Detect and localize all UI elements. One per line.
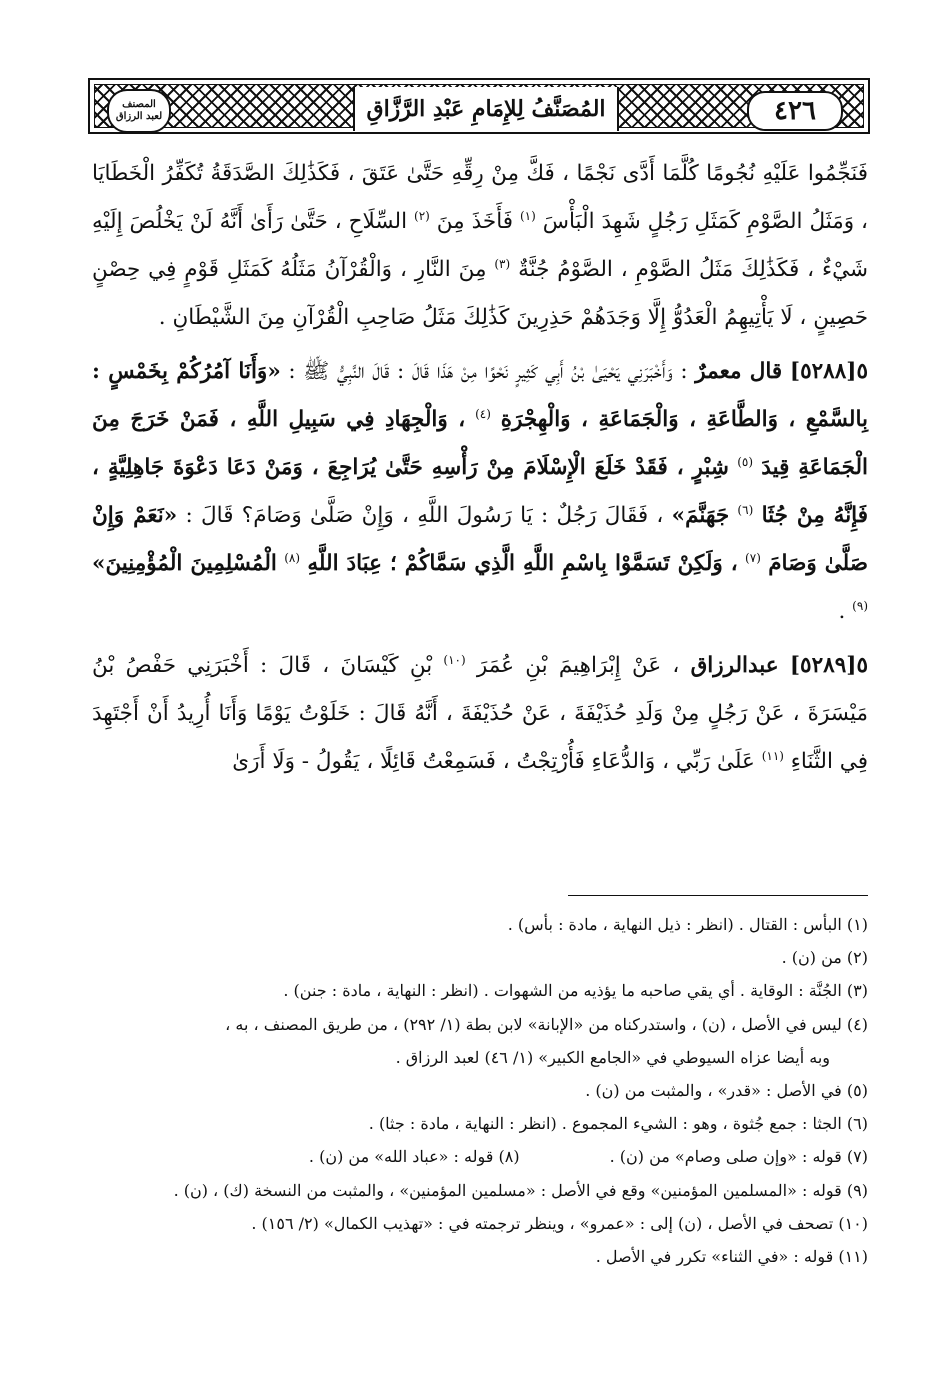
seal-line-1: المصنف xyxy=(122,99,156,110)
footnote-4-continuation: وبه أيضا عزاه السيوطي في «الجامع الكبير» (١/ ٤٦) لعبد الرزاق . xyxy=(395,1047,830,1067)
footnote-9: (٩) قوله : «المسلمين المؤمنين» وقع في الأصل : «مسلمين المؤمنين» ، والمثبت من النسخة (ك) ، (ن) . xyxy=(173,1180,868,1200)
hadith-text: «نَعَمْ وَإِنْ صَلَّىٰ وَصَامَ xyxy=(92,503,868,576)
footnote-11: (١١) قوله : «في الثناء» تكرر في الأصل . xyxy=(595,1247,868,1267)
footnote-2: (٢) من (ن) . xyxy=(781,948,868,968)
footnote-separator xyxy=(568,895,868,896)
hadith-text: «وَأَنَا آمُرُكُمْ بِخَمْسٍ : بِالسَّمْعِ ، وَالطَّاعَةِ ، وَالْجَمَاعَةِ ، وَالْهِجْرَةِ xyxy=(92,359,868,432)
footnote-7: (٧) قوله : «وإن صلى وصام» من (ن) . xyxy=(609,1147,868,1167)
footnote-row-7-8 xyxy=(92,1140,868,1173)
text-run: ، فَقَالَ رَجُلٌ : يَا رَسُولَ اللَّهِ ، وَإِنْ صَلَّىٰ وَصَامَ؟ قَالَ : xyxy=(185,503,664,528)
footnote-6: (٦) الجثا : جمع جُثوة ، وهو : الشيء المجموع . (انظر : النهاية ، مادة : جثا) . xyxy=(368,1114,868,1134)
footnote-marker[interactable]: (٤) xyxy=(475,406,491,421)
footnote-marker[interactable]: (٢) xyxy=(414,208,430,223)
hadith-text: الْمُسْلِمِينَ الْمُؤْمِنِينَ» xyxy=(92,551,277,576)
hadith-entry-5288 xyxy=(92,348,868,636)
book-title: المُصَنَّفُ لِلإِمَامِ عَبْدِ الرَّزَّاقِ xyxy=(353,87,619,131)
running-header xyxy=(88,78,870,134)
hadith-entry-5289 xyxy=(92,642,868,786)
text-run: مِنَ النَّارِ ، وَالْقُرْآنُ مَثَلُهُ كَمَثَلِ قَوْمٍ فِي حِصْنٍ حَصِينٍ ، لَا يَأْتِيهِمُ الْعَدُوُّ إِلَّا وَجَدَهُمْ حَذِرِينَ كَذَٰلِكَ مَثَلُ صَاحِبِ الْقُرْآنِ مِنَ الشَّيْطَانِ . xyxy=(92,257,868,330)
footnote-marker[interactable]: (٩) xyxy=(852,598,868,613)
footnote-4: (٤) ليس في الأصل ، (ن) ، واستدركناه من «الإبانة» لابن بطة (١/ ٢٩٢) ، من طريق المصنف ، به ، xyxy=(225,1014,868,1034)
page-number: ٤٢٦ xyxy=(747,91,843,131)
text-run: عَلَىٰ رَبِّي ، وَالدُّعَاءِ فَأُرْتِجْتُ ، فَسَمِعْتُ قَائِلًا ، يَقُولُ - وَلَا أَرَىٰ xyxy=(232,749,755,774)
footnote-8: (٨) قوله : «عباد الله» من (ن) . xyxy=(308,1147,520,1167)
text-run: فَأَخَذَ مِنَ xyxy=(436,209,514,234)
main-text xyxy=(92,150,868,792)
paragraph-continuation xyxy=(92,150,868,342)
text-run: السِّلَاحِ ، حَتَّىٰ رَأَىٰ أَنَّهُ لَنْ يَخْلُصَ إِلَيْهِ شَيْءٌ ، فَكَذَٰلِكَ مَثَلُ الصَّوْمِ ، الصَّوْمُ جُنَّةٌ xyxy=(92,209,869,282)
footnote-marker[interactable]: (٣) xyxy=(494,256,511,271)
ornamental-border xyxy=(94,84,864,128)
hadith-text: جَهَنَّمَ» xyxy=(671,503,730,528)
hadith-text: شِبْرٍ ، فَقَدْ خَلَعَ الْإِسْلَامَ مِنْ رَأْسِهِ حَتَّىٰ يُرَاجِعَ ، وَمَنْ دَعَا دَعْوَةَ جَاهِلِيَّةٍ ، فَإِنَّهُ مِنْ جُثَا xyxy=(92,455,869,528)
text-run: . xyxy=(838,599,846,624)
entry-number: ٥[٥٢٨٨] xyxy=(789,359,869,384)
footnote-marker[interactable]: (١) xyxy=(519,208,536,223)
text-run: : وَأَخْبَرَنِي يَحْيَىٰ بْنُ أَبِي كَثِيرٍ نَحْوًا مِنْ هَذَا قَالَ : قَالَ النَّبِيُّ ﷺ : xyxy=(288,359,688,384)
narrator-reference: قال معمرٌ xyxy=(695,359,783,384)
book-seal-logo xyxy=(107,89,171,133)
footnote-3: (٣) الجُنَّة : الوقاية . أي يقي صاحبه ما يؤذيه من الشهوات . (انظر : النهاية ، مادة : جنن) . xyxy=(283,981,868,1001)
text-run: فَنَجِّمُوا عَلَيْهِ نُجُومًا كُلَّمَا أَدَّى نَجْمًا ، فَكَّ مِنْ رِقِّهِ حَتَّىٰ عَتَقَ ، فَكَذَٰلِكَ الصَّدَقَةُ تُكَفِّرُ الْخَطَايَا ، وَمَثَلُ الصَّوْمِ كَمَثَلِ رَجُلٍ شَهِدَ الْبَأْسَ xyxy=(92,161,869,234)
footnote-marker[interactable]: (٥) xyxy=(737,454,754,469)
entry-number: ٥[٥٢٨٩] xyxy=(789,653,868,678)
text-run: بْنِ كَيْسَانَ ، قَالَ : أَخْبَرَنِي حَفْصُ بْنُ مَيْسَرَةَ ، عَنْ رَجُلٍ مِنْ وَلَدِ حُذَيْفَةَ ، عَنْ حُذَيْفَةَ ، أَنَّهُ قَالَ : خَلَوْتُ يَوْمًا وَأَنَا أُرِيدُ أَنْ أَجْتَهِدَ فِي الثَّنَاءِ xyxy=(92,653,868,774)
footnote-marker[interactable]: (٧) xyxy=(745,550,761,565)
text-run: ، عَنْ إِبْرَاهِيمَ بْنِ عُمَرَ xyxy=(476,653,680,678)
footnote-marker[interactable]: (١١) xyxy=(761,748,784,763)
seal-line-2: لعبد الرزاق xyxy=(115,111,163,122)
hadith-text: ، وَلَكِنْ تَسَمَّوْا بِاسْمِ اللَّهِ الَّذِي سَمَّاكُمْ ؛ عِبَادَ اللَّهِ xyxy=(307,551,738,576)
footnote-marker[interactable]: (١٠) xyxy=(443,652,466,667)
footnotes xyxy=(92,908,868,1273)
footnote-marker[interactable]: (٨) xyxy=(284,550,301,565)
narrator-reference: عبدالرزاق xyxy=(690,653,779,678)
hadith-text: ، وَالْجِهَادِ فِي سَبِيلِ اللَّهِ ، فَمَنْ خَرَجَ مِنَ الْجَمَاعَةِ قِيدَ xyxy=(92,407,868,480)
footnote-10: (١٠) تصحف في الأصل ، (ن) إلى : «عمرو» ، وينظر ترجمته في : «تهذيب الكمال» (٢/ ١٥٦) . xyxy=(251,1213,868,1233)
footnote-5: (٥) في الأصل : «قدر» ، والمثبت من (ن) . xyxy=(585,1081,868,1101)
footnote-marker[interactable]: (٦) xyxy=(737,502,754,517)
footnote-1: (١) البأس : القتال . (انظر : ذيل النهاية ، مادة : بأس) . xyxy=(507,915,868,934)
